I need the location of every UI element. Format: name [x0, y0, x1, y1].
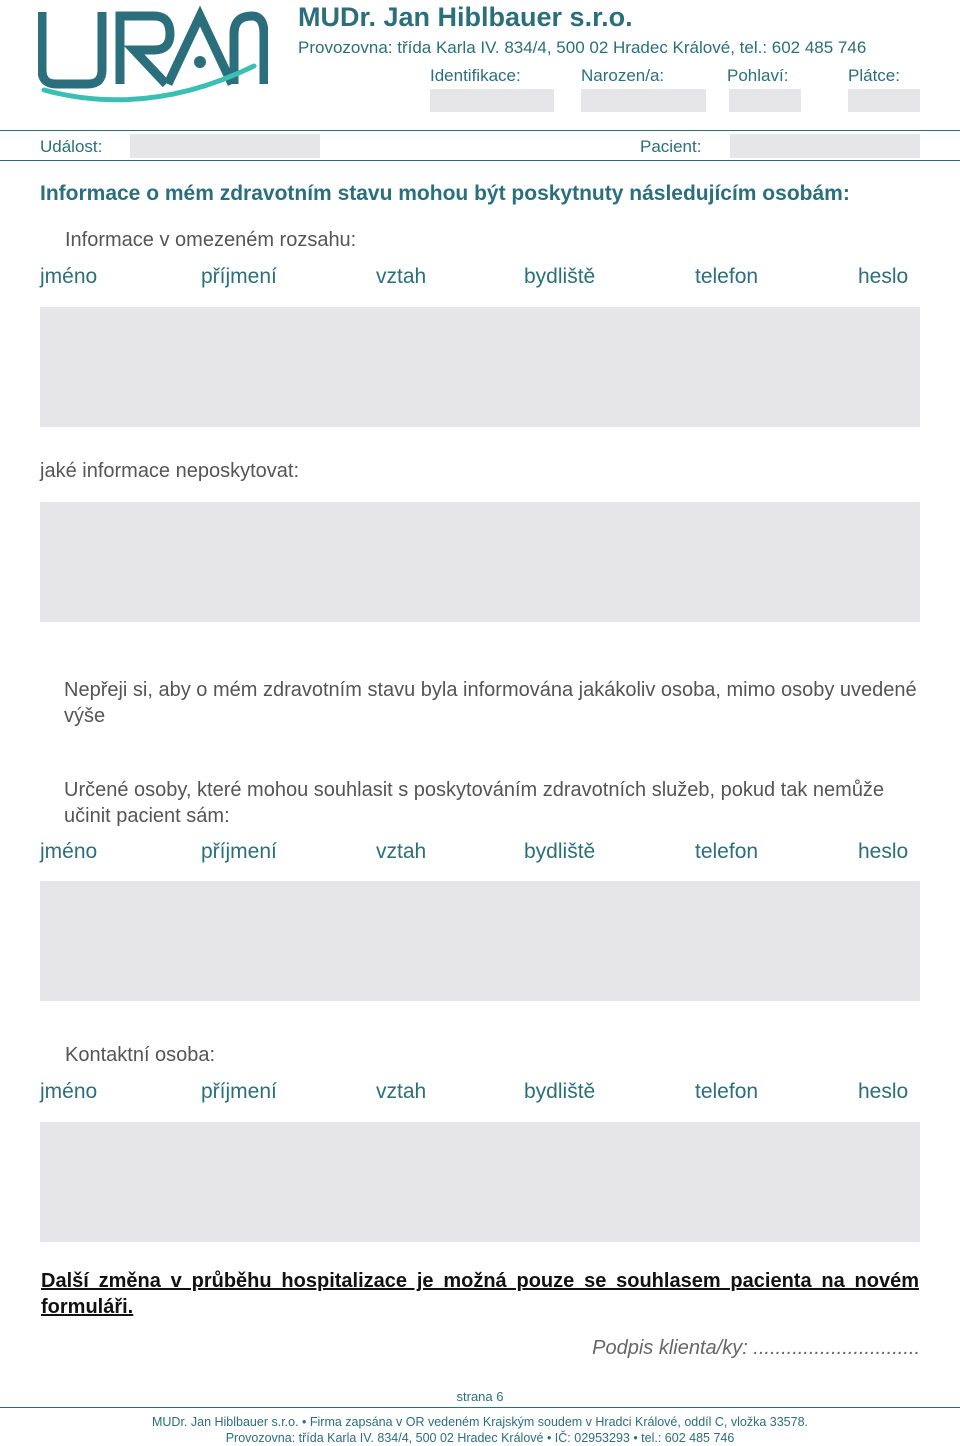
no-info-field[interactable] — [40, 502, 920, 622]
uran-logo — [38, 6, 268, 110]
section-title: Informace o mém zdravotním stavu mohou být poskytnuty následujícím osobám: — [40, 182, 850, 205]
col-name-3: jméno — [40, 1080, 98, 1103]
limited-title: Informace v omezeném rozsahu: — [65, 229, 357, 251]
col-name-2: jméno — [40, 840, 98, 863]
consent-text: Určené osoby, které mohou souhlasit s poskytováním zdravotních služeb, pokud tak nemůže učinit pacient sám: — [64, 779, 885, 827]
footer-line-2: Provozovna: třída Karla IV. 834/4, 500 02 Hradec Králové • IČ: 02953293 • tel.: 602 485 746 — [225, 1431, 735, 1445]
col-residence-3: bydliště — [524, 1080, 596, 1103]
signature-line: Podpis klienta/ky: .............................. — [592, 1337, 920, 1359]
col-password-3: heslo — [858, 1080, 909, 1103]
payer-field[interactable] — [848, 89, 920, 112]
identification-field[interactable] — [430, 89, 554, 112]
col-residence: bydliště — [524, 265, 596, 288]
header-rule-top — [0, 130, 960, 131]
contact-person-field[interactable] — [40, 1122, 920, 1242]
header-rule-bottom — [0, 160, 960, 161]
identification-label: Identifikace: — [430, 66, 521, 85]
company-name: MUDr. Jan Hiblbauer s.r.o. — [298, 2, 633, 32]
birth-label: Narozen/a: — [581, 66, 665, 85]
no-info-title: jaké informace neposkytovat: — [40, 460, 300, 482]
consent-persons-field[interactable] — [40, 881, 920, 1001]
col-password-2: heslo — [858, 840, 909, 863]
col-phone-3: telefon — [695, 1080, 759, 1103]
no-one-text: Nepřeji si, aby o mém zdravotním stavu byla informována jakákoliv osoba, mimo osoby uvedené výše — [64, 679, 917, 727]
company-address: Provozovna: třída Karla IV. 834/4, 500 02 Hradec Králové, tel.: 602 485 746 — [298, 38, 867, 57]
limited-persons-field[interactable] — [40, 307, 920, 427]
footer-line-1: MUDr. Jan Hiblbauer s.r.o. • Firma zapsána v OR vedeném Krajským soudem v Hradci Králové, oddíl C, vložka 33578. — [151, 1415, 809, 1429]
col-phone-2: telefon — [695, 840, 759, 863]
event-field[interactable] — [130, 134, 320, 158]
footer-rule — [0, 1407, 960, 1408]
page-number: strana 6 — [456, 1389, 504, 1404]
patient-field[interactable] — [730, 134, 920, 158]
birth-field[interactable] — [581, 89, 706, 112]
col-phone: telefon — [695, 265, 759, 288]
col-residence-2: bydliště — [524, 840, 596, 863]
event-label: Událost: — [40, 137, 103, 156]
payer-label: Plátce: — [848, 66, 900, 85]
final-note: Další změna v průběhu hospitalizace je možná pouze se souhlasem pacienta na novém formuláři. — [41, 1270, 919, 1318]
gender-field[interactable] — [729, 89, 801, 112]
col-name: jméno — [40, 265, 98, 288]
col-password: heslo — [858, 265, 909, 288]
col-surname: příjmení — [201, 265, 277, 288]
col-surname-3: příjmení — [201, 1080, 277, 1103]
contact-title: Kontaktní osoba: — [65, 1044, 216, 1066]
gender-label: Pohlaví: — [727, 66, 789, 85]
col-surname-2: příjmení — [201, 840, 277, 863]
col-relation-2: vztah — [376, 840, 427, 863]
col-relation: vztah — [376, 265, 427, 288]
patient-label: Pacient: — [640, 137, 702, 156]
col-relation-3: vztah — [376, 1080, 427, 1103]
